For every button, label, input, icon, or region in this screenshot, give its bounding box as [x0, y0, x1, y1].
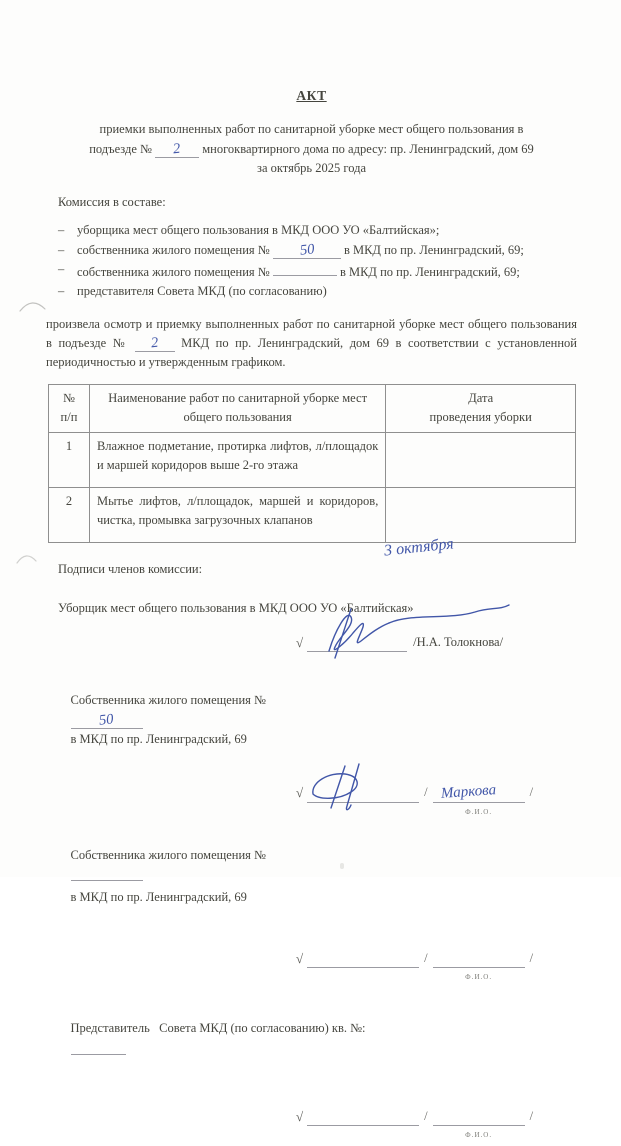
- dash-marker: –: [58, 262, 65, 277]
- list-item-prefix: собственника жилого помещения №: [77, 242, 270, 257]
- scan-artifact-dot: [340, 863, 344, 869]
- handwritten-entrance-number-2: 2: [150, 334, 160, 352]
- fio-caption: Ф.И.О.: [465, 807, 493, 816]
- apartment-number-blank: [273, 243, 341, 259]
- handwritten-apartment-number: 50: [98, 711, 115, 729]
- table-header-row: [49, 384, 576, 432]
- list-item: [58, 260, 577, 282]
- list-item-prefix: собственника жилого помещения №: [77, 265, 270, 280]
- slash-separator: /: [424, 950, 428, 965]
- check-mark: √: [296, 785, 304, 801]
- page-title: АКТ: [296, 88, 327, 103]
- acceptance-paragraph: [46, 315, 577, 373]
- slash-separator: /: [424, 1109, 428, 1124]
- scan-artifact-arc: [15, 551, 39, 566]
- list-item: [58, 282, 577, 301]
- signature-line: [307, 1107, 419, 1126]
- signature-line: [307, 949, 419, 968]
- fio-line: [433, 782, 525, 816]
- works-table: [48, 384, 576, 560]
- row-number: 2: [49, 487, 90, 542]
- dash-marker: –: [58, 223, 65, 238]
- handwritten-cleaning-date: 3 октября: [383, 535, 455, 560]
- signature-row-representative: [296, 1100, 577, 1140]
- commission-list: [58, 221, 577, 301]
- scan-artifact-arc: [18, 296, 48, 314]
- slash-separator: /: [424, 785, 428, 800]
- entrance-number-blank-2: [135, 336, 175, 352]
- handwritten-entrance-number: 2: [172, 140, 182, 157]
- acceptance-part1: произвела осмотр и приемку выполненных работ по санитарной уборке мест общего пользования в подъезде №: [46, 316, 577, 350]
- header-num: № п/п: [49, 384, 90, 432]
- list-item-text: [77, 260, 520, 282]
- commission-heading: Комиссия в составе:: [58, 195, 166, 210]
- slash-separator: /: [529, 785, 534, 800]
- signature-row-cleaner: [296, 626, 577, 652]
- list-item-suffix: в МКД по пр. Ленинградский, 69;: [343, 242, 524, 257]
- apartment-number-blank: [71, 713, 143, 729]
- table-row: [49, 432, 576, 487]
- document-subtitle: [46, 120, 577, 178]
- row-date-cell: [383, 487, 576, 560]
- fio-caption: Ф.И.О.: [465, 1131, 493, 1140]
- list-item: [58, 221, 577, 240]
- representative-apartment-blank: [71, 1039, 126, 1055]
- slash-separator: /: [529, 1109, 534, 1124]
- signatures-heading: Подписи членов комиссии:: [58, 561, 203, 576]
- row-work-description: Мытье лифтов, л/площадок, маршей и коридоров, чистка, промывка загрузочных клапанов: [89, 487, 385, 542]
- signature-row-owner1: [296, 777, 577, 816]
- acceptance-part2: МКД по пр. Ленинградский, дом 69 в соответствии с установленной периодичностью и утвержденным графиком.: [46, 335, 577, 370]
- check-mark: √: [296, 950, 304, 966]
- subtitle-line2-prefix: подъезде №: [89, 141, 152, 156]
- handwritten-fio: Маркова: [440, 782, 497, 803]
- signature-label-owner1: Собственника жилого помещения № 50 в МКД по пр. Ленинградский, 69: [70, 693, 266, 747]
- subtitle-line2-suffix: многоквартирного дома по адресу: пр. Ленинградский, дом 69: [202, 141, 534, 156]
- signature-line: [307, 633, 407, 652]
- apartment-number-blank: [273, 260, 337, 276]
- dash-marker: –: [58, 242, 65, 257]
- apartment-number-blank: [71, 865, 143, 881]
- list-item: [58, 241, 577, 260]
- signature-label-owner2: Собственника жилого помещения № в МКД по пр. Ленинградский, 69: [70, 847, 266, 904]
- row-date-cell: [386, 432, 576, 487]
- list-item-text: представителя Совета МКД (по согласованию): [77, 284, 327, 299]
- check-mark: √: [296, 634, 304, 650]
- signature-row-owner2: [296, 942, 577, 982]
- subtitle-line3: за октябрь 2025 года: [257, 160, 366, 175]
- row-number: 1: [49, 432, 90, 487]
- list-item-text: [77, 241, 524, 260]
- slash-separator: /: [529, 950, 534, 965]
- signature-label-cleaner: Уборщик мест общего пользования в МКД ООО УО «Балтийская»: [58, 600, 414, 615]
- subtitle-line1: приемки выполненных работ по санитарной уборке мест общего пользования в: [99, 122, 524, 137]
- entrance-number-blank: [155, 142, 199, 158]
- fio-line: [433, 1107, 525, 1140]
- list-item-text: уборщика мест общего пользования в МКД ООО УО «Балтийская»;: [77, 223, 440, 238]
- table-row: [49, 487, 576, 542]
- signature-line: [307, 784, 419, 803]
- list-item-suffix: в МКД по пр. Ленинградский, 69;: [339, 265, 520, 280]
- header-date: Дата проведения уборки: [386, 384, 576, 432]
- check-mark: √: [296, 1109, 304, 1125]
- header-work: Наименование работ по санитарной уборке мест общего пользования: [89, 384, 385, 432]
- dash-marker: –: [58, 284, 65, 299]
- handwritten-apartment-number: 50: [298, 241, 315, 259]
- fio-line: [433, 949, 525, 982]
- row-work-description: Влажное подметание, протирка лифтов, л/площадок и маршей коридоров выше 2-го этажа: [89, 432, 385, 487]
- printed-name: /Н.А. Толокнова/: [413, 634, 504, 649]
- fio-caption: Ф.И.О.: [465, 973, 493, 982]
- signature-label-representative: Представитель Совета МКД (по согласованию) кв. №:: [58, 1000, 577, 1080]
